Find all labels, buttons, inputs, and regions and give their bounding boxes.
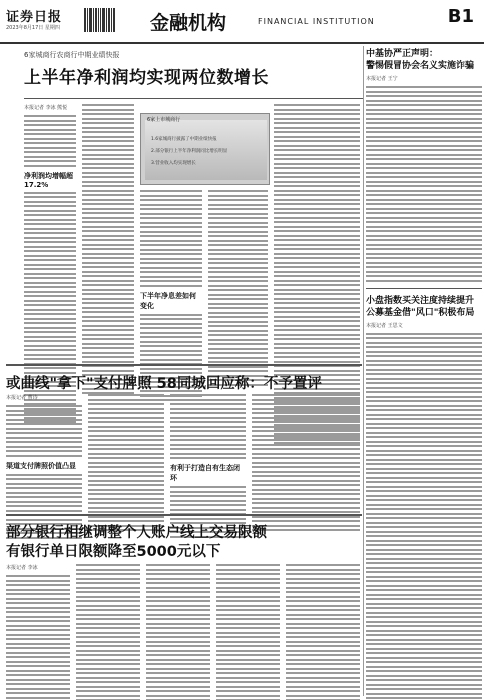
barcode-icon — [84, 8, 124, 32]
bottom-column-2 — [76, 564, 140, 700]
lead-subhead-2: 下半年净息差如何变化 — [140, 291, 196, 310]
body-text — [82, 104, 134, 394]
mid-byline: 本报记者 曹诗 — [6, 395, 38, 401]
mid-story-headline[interactable]: 或曲线"拿下"支付牌照 58同城回应称：不予置评 — [6, 376, 322, 392]
lead-subhead-1: 净利润均增幅超17.2% — [24, 171, 73, 189]
lead-column-3 — [140, 190, 202, 401]
lead-column-2 — [82, 104, 134, 394]
right-panel — [366, 48, 482, 700]
body-text — [6, 405, 82, 457]
bottom-byline: 本报记者 李冰 — [6, 565, 38, 571]
body-text — [252, 394, 360, 531]
page-code: B1 — [447, 6, 474, 27]
body-text — [88, 394, 164, 531]
body-text — [216, 564, 280, 700]
bottom-story-subheadline[interactable]: 有银行单日限额降至5000元以下 — [6, 544, 221, 560]
body-text — [140, 190, 202, 287]
column-divider — [363, 46, 364, 356]
mid-story-rule — [6, 364, 362, 366]
lead-column-4 — [208, 190, 268, 386]
lead-divider — [24, 98, 364, 99]
issue-date: 2023年8月17日 星期四 — [6, 25, 60, 31]
masthead — [0, 0, 484, 44]
bottom-story-rule — [6, 514, 362, 516]
body-text — [366, 86, 482, 282]
mid-column-4 — [252, 394, 360, 531]
lead-kicker: 6家城商行农商行中期业绩快报 — [24, 51, 120, 59]
right-story-2-byline: 本报记者 王思文 — [366, 322, 403, 329]
body-text — [366, 333, 482, 700]
body-text — [76, 564, 140, 700]
lead-byline: 本报记者 李冰 熊悦 — [24, 105, 68, 111]
newspaper-logo: 证券日报 — [6, 10, 63, 25]
body-text — [146, 564, 210, 700]
bottom-column-1 — [6, 564, 70, 700]
photo-row: 1.6家城商行披露了中期业绩快报 — [151, 137, 217, 142]
body-text — [286, 564, 360, 700]
mid-subhead-1: 渠道支付牌照价值凸显 — [6, 461, 76, 470]
section-title-english: FINANCIAL INSTITUTION — [258, 17, 375, 26]
bottom-column-5 — [286, 564, 360, 700]
mid-column-2 — [88, 394, 164, 531]
right-story-1-byline: 本报记者 王宁 — [366, 76, 398, 82]
lead-photo — [140, 113, 270, 185]
bottom-column-3 — [146, 564, 210, 700]
section-title: 金融机构 — [150, 12, 227, 34]
body-text — [24, 115, 76, 167]
right-story-1-headline[interactable]: 中基协严正声明： 警惕假冒协会名义实施诈骗 — [366, 49, 475, 71]
body-text — [208, 190, 268, 386]
lead-story-header — [24, 50, 364, 88]
mid-subhead-2: 有利于打造自有生态闭环 — [170, 464, 240, 482]
lead-headline[interactable]: 上半年净利润均实现两位数增长 — [24, 68, 269, 88]
mid-column-1 — [6, 394, 82, 539]
right-divider — [366, 288, 482, 289]
photo-row: 3.营业收入均实现增长 — [151, 161, 196, 166]
column-divider — [363, 356, 364, 696]
body-text — [170, 394, 246, 459]
photo-row: 2.部分银行上半年净利润同比增长明显 — [151, 149, 228, 154]
bottom-column-4 — [216, 564, 280, 700]
right-story-2-headline[interactable]: 小盘指数买关注度持续提升 公募基金借"风口"积极布局 — [366, 295, 475, 318]
bottom-story-headline[interactable]: 部分银行相继调整个人账户线上交易限额 — [6, 525, 267, 541]
body-text — [6, 575, 70, 700]
photo-caption: 6家上市城商行 — [147, 117, 181, 123]
